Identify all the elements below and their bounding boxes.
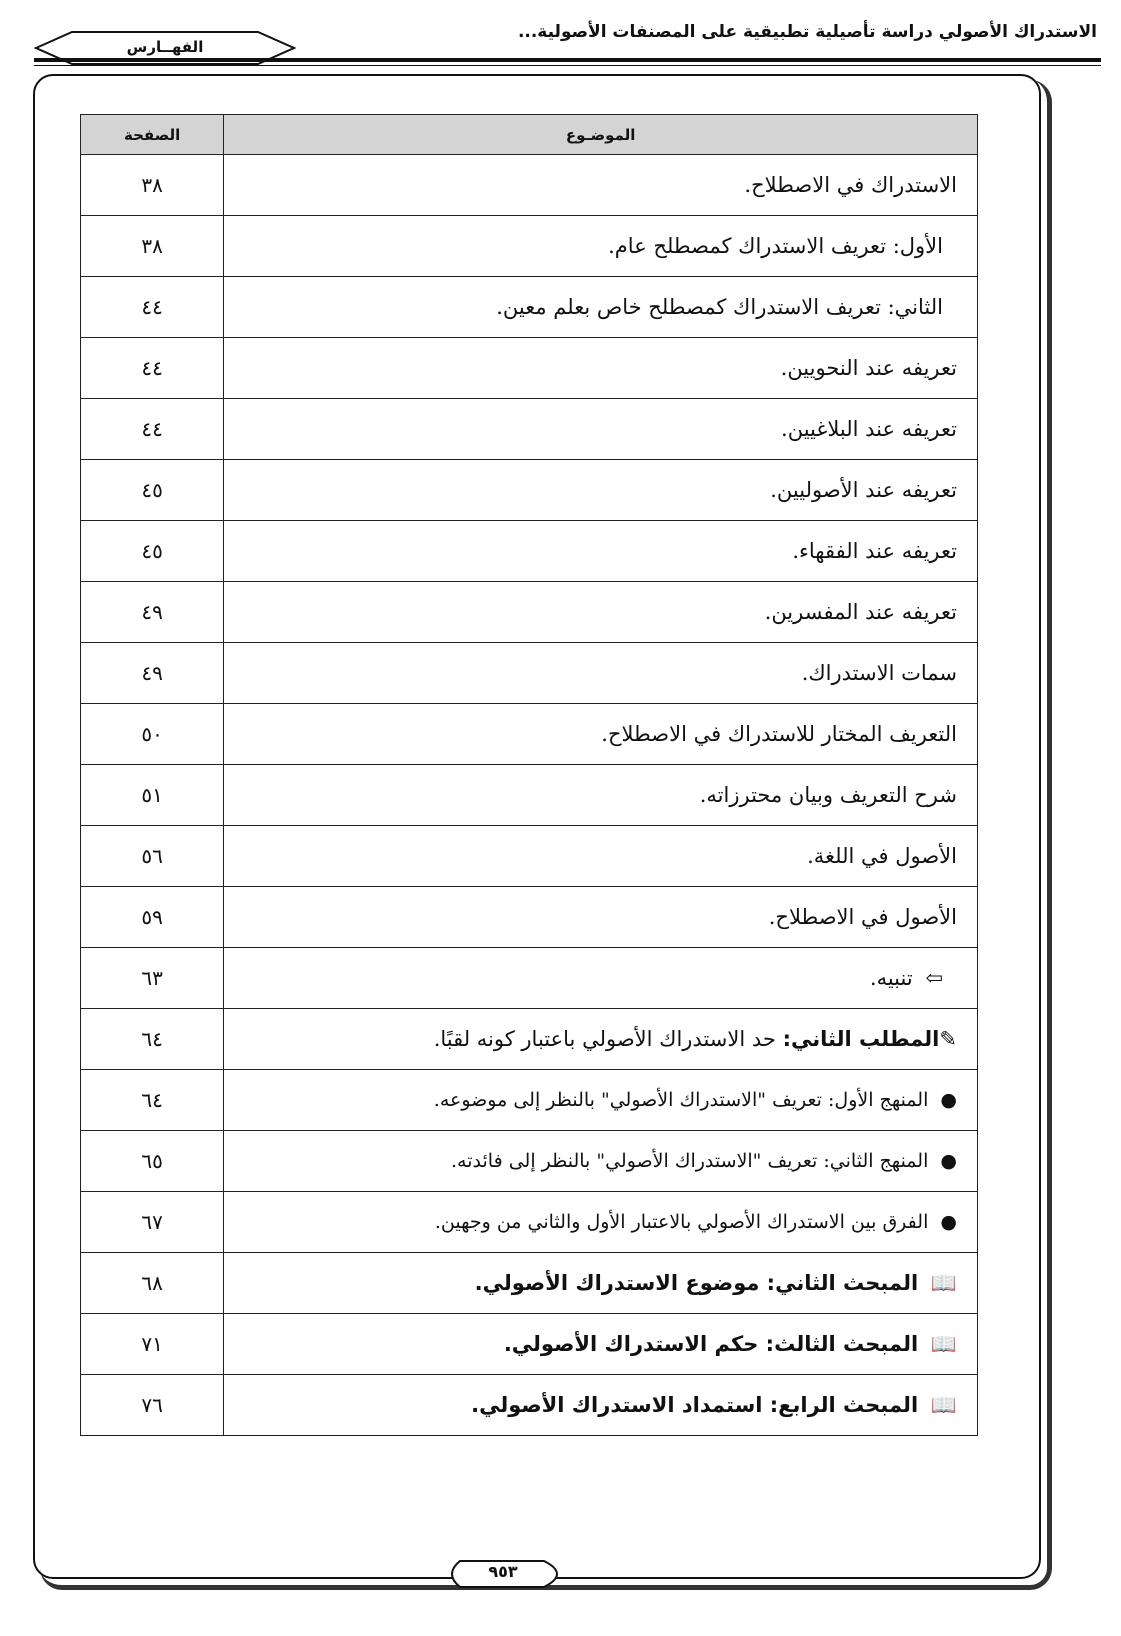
- topic-cell: ● المنهج الأول: تعريف "الاستدراك الأصولي" بالنظر إلى موضوعه.: [224, 1070, 978, 1131]
- table-row: [81, 765, 978, 826]
- topic-cell: سمات الاستدراك.: [224, 643, 978, 704]
- table-row: [81, 216, 978, 277]
- table-header-row: [81, 115, 978, 155]
- page-column-header: الصفحة: [81, 115, 224, 155]
- index-table: [80, 114, 978, 1436]
- topic-cell: ✎المطلب الثاني: حد الاستدراك الأصولي باعتبار كونه لقبًا.: [224, 1009, 978, 1070]
- table-row: [81, 277, 978, 338]
- page-cell: ٤٤: [81, 277, 224, 338]
- page-cell: ٤٥: [81, 460, 224, 521]
- table-row: [81, 460, 978, 521]
- page-cell: ٣٨: [81, 155, 224, 216]
- book-icon: 📖: [930, 1392, 957, 1417]
- table-row: [81, 887, 978, 948]
- table-row: [81, 643, 978, 704]
- table-row: [81, 1131, 978, 1192]
- topic-cell: تعريفه عند البلاغيين.: [224, 399, 978, 460]
- pencil-icon: ✎: [939, 1027, 957, 1051]
- page-cell: ٦٣: [81, 948, 224, 1009]
- arrow-icon: ⇦: [925, 966, 943, 990]
- table-row: [81, 1253, 978, 1314]
- page-cell: ٥٦: [81, 826, 224, 887]
- header-rule-thin: [34, 65, 1101, 66]
- table-row: [81, 1070, 978, 1131]
- table-row: [81, 948, 978, 1009]
- topic-cell: الأصول في الاصطلاح.: [224, 887, 978, 948]
- book-icon: 📖: [930, 1270, 957, 1295]
- table-row: [81, 155, 978, 216]
- topic-cell: تعريفه عند الفقهاء.: [224, 521, 978, 582]
- table-row: [81, 582, 978, 643]
- page-cell: ٧٦: [81, 1375, 224, 1436]
- topic-cell: 📖 المبحث الثالث: حكم الاستدراك الأصولي.: [224, 1314, 978, 1375]
- topic-cell: الأول: تعريف الاستدراك كمصطلح عام.: [224, 216, 978, 277]
- topic-column-header: الموضـوع: [224, 115, 978, 155]
- book-icon: 📖: [930, 1331, 957, 1356]
- table-row: [81, 704, 978, 765]
- bullet-icon: ●: [940, 1150, 957, 1172]
- page-cell: ٦٧: [81, 1192, 224, 1253]
- page-cell: ٥٠: [81, 704, 224, 765]
- bullet-icon: ●: [940, 1211, 957, 1233]
- topic-cell: الثاني: تعريف الاستدراك كمصطلح خاص بعلم معين.: [224, 277, 978, 338]
- table-row: [81, 399, 978, 460]
- topic-cell: تعريفه عند المفسرين.: [224, 582, 978, 643]
- page-cell: ٣٨: [81, 216, 224, 277]
- topic-cell: ● المنهج الثاني: تعريف "الاستدراك الأصولي" بالنظر إلى فائدته.: [224, 1131, 978, 1192]
- page-cell: ٦٨: [81, 1253, 224, 1314]
- table-row: [81, 1192, 978, 1253]
- topic-cell: تعريفه عند الأصوليين.: [224, 460, 978, 521]
- topic-lead: المطلب الثاني:: [782, 1027, 940, 1051]
- page-cell: ٤٩: [81, 643, 224, 704]
- topic-cell: الأصول في اللغة.: [224, 826, 978, 887]
- topic-cell: التعريف المختار للاستدراك في الاصطلاح.: [224, 704, 978, 765]
- page-number: ٩٥٣: [488, 1562, 518, 1581]
- topic-cell: ● الفرق بين الاستدراك الأصولي بالاعتبار الأول والثاني من وجهين.: [224, 1192, 978, 1253]
- table-row: [81, 1375, 978, 1436]
- topic-cell: 📖 المبحث الرابع: استمداد الاستدراك الأصولي.: [224, 1375, 978, 1436]
- page-cell: ٤٥: [81, 521, 224, 582]
- section-tab: [34, 28, 296, 68]
- table-row: [81, 1009, 978, 1070]
- page-cell: ٦٤: [81, 1070, 224, 1131]
- topic-cell: الاستدراك في الاصطلاح.: [224, 155, 978, 216]
- page-cell: ٦٥: [81, 1131, 224, 1192]
- section-label: الفهــارس: [126, 38, 204, 56]
- table-row: [81, 826, 978, 887]
- topic-cell: 📖 المبحث الثاني: موضوع الاستدراك الأصولي.: [224, 1253, 978, 1314]
- table-row: [81, 338, 978, 399]
- bullet-icon: ●: [940, 1089, 957, 1111]
- running-title: الاستدراك الأصولي دراسة تأصيلية تطبيقية على المصنفات الأصولية...: [517, 22, 1097, 42]
- header-rule-thick: [34, 58, 1101, 62]
- page-cell: ٤٩: [81, 582, 224, 643]
- page-cell: ٥٩: [81, 887, 224, 948]
- topic-cell: ⇦ تنبيه.: [224, 948, 978, 1009]
- page-cell: ٤٤: [81, 338, 224, 399]
- page-cell: ٦٤: [81, 1009, 224, 1070]
- topic-cell: تعريفه عند النحويين.: [224, 338, 978, 399]
- table-row: [81, 521, 978, 582]
- page-cell: ٧١: [81, 1314, 224, 1375]
- table-row: [81, 1314, 978, 1375]
- page-cell: ٤٤: [81, 399, 224, 460]
- page-number-badge: [440, 1557, 574, 1591]
- topic-cell: شرح التعريف وبيان محترزاته.: [224, 765, 978, 826]
- page-cell: ٥١: [81, 765, 224, 826]
